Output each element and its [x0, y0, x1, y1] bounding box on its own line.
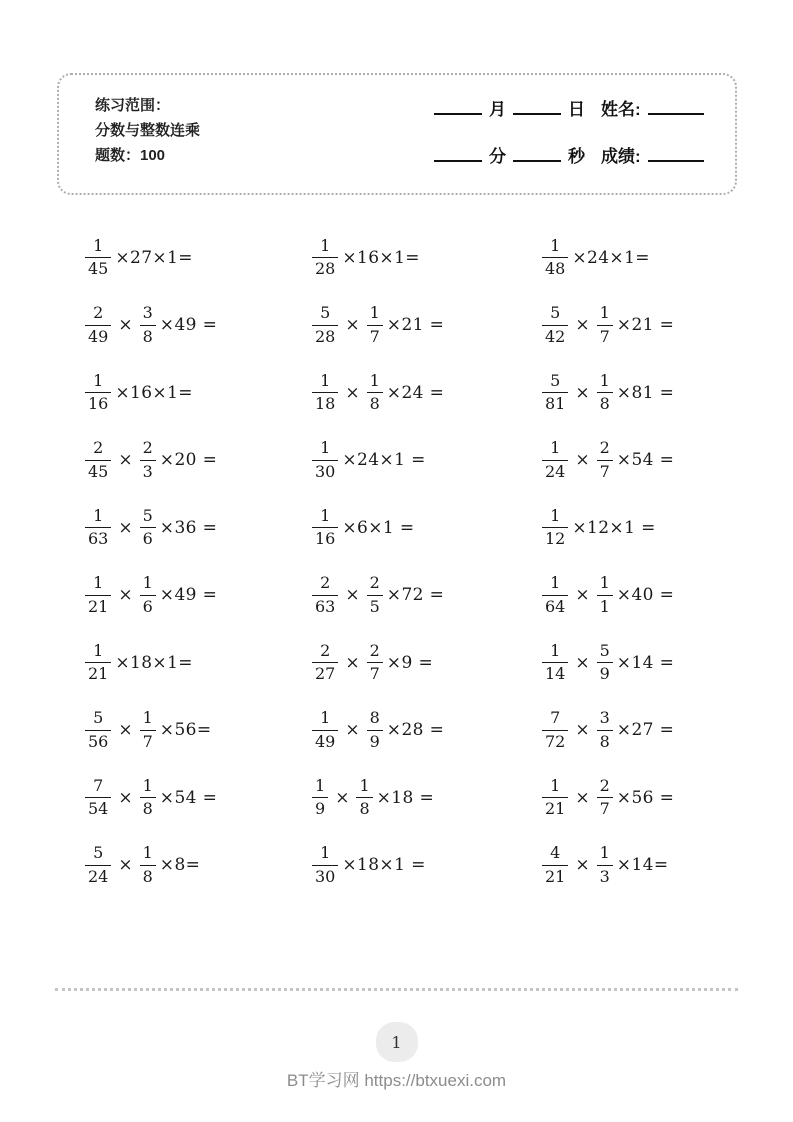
numerator: 1 — [312, 777, 328, 798]
math-problem — [85, 304, 312, 346]
denominator: 7 — [599, 461, 610, 481]
numerator: 7 — [85, 777, 111, 798]
times-symbol: × — [575, 652, 590, 673]
denominator: 28 — [315, 259, 336, 279]
fraction — [85, 709, 111, 751]
math-problem — [542, 844, 755, 886]
denominator: 6 — [142, 596, 153, 616]
denominator: 28 — [315, 326, 336, 346]
numerator: 1 — [542, 237, 568, 258]
day-label: 日 — [568, 100, 585, 119]
math-problem — [312, 237, 542, 279]
minute-label: 分 — [489, 147, 506, 166]
math-problem — [85, 642, 312, 684]
math-problem — [312, 844, 542, 886]
times-symbol: × — [118, 855, 133, 876]
denominator: 21 — [88, 664, 109, 684]
fraction — [85, 439, 111, 481]
denominator: 21 — [545, 799, 566, 819]
numerator: 1 — [597, 574, 613, 595]
header-box — [57, 73, 737, 195]
times-symbol: × — [345, 720, 360, 741]
denominator: 54 — [88, 799, 109, 819]
times-symbol: × — [345, 652, 360, 673]
problem-tail: ×14= — [616, 855, 669, 876]
numerator: 3 — [597, 709, 613, 730]
fraction — [542, 507, 568, 549]
denominator: 56 — [88, 731, 109, 751]
numerator: 1 — [542, 777, 568, 798]
fraction — [367, 574, 383, 616]
fraction — [542, 642, 568, 684]
time-score-row — [427, 142, 704, 176]
fraction — [597, 439, 613, 481]
math-problem — [312, 642, 542, 684]
fraction — [542, 304, 568, 346]
denominator: 49 — [315, 731, 336, 751]
denominator: 3 — [142, 461, 153, 481]
denominator: 45 — [88, 259, 109, 279]
problem-tail: ×18×1 = — [342, 855, 426, 876]
numerator: 1 — [597, 304, 613, 325]
problem-tail: ×56= — [159, 720, 212, 741]
fraction — [140, 304, 156, 346]
denominator: 9 — [599, 664, 610, 684]
denominator: 21 — [545, 866, 566, 886]
fraction — [597, 642, 613, 684]
denominator: 63 — [88, 529, 109, 549]
numerator: 5 — [597, 642, 613, 663]
numerator: 1 — [85, 642, 111, 663]
problem-tail: ×27×1= — [115, 247, 193, 268]
numerator: 1 — [542, 574, 568, 595]
numerator: 1 — [140, 777, 156, 798]
denominator: 5 — [369, 596, 380, 616]
times-symbol: × — [575, 315, 590, 336]
numerator: 5 — [85, 709, 111, 730]
numerator: 1 — [312, 844, 338, 865]
problem-grid — [85, 224, 755, 899]
math-problem — [85, 439, 312, 481]
numerator: 1 — [85, 372, 111, 393]
problem-tail: ×20 = — [159, 450, 218, 471]
fraction — [542, 777, 568, 819]
math-problem — [542, 709, 755, 751]
math-problem — [312, 304, 542, 346]
problem-tail: ×49 = — [159, 585, 218, 606]
problem-tail: ×9 = — [386, 652, 434, 673]
math-problem — [312, 777, 542, 819]
times-symbol: × — [345, 585, 360, 606]
numerator: 1 — [542, 642, 568, 663]
problem-tail: ×12×1 = — [572, 517, 656, 538]
fraction — [367, 372, 383, 414]
numerator: 1 — [312, 237, 338, 258]
denominator: 8 — [142, 326, 153, 346]
times-symbol: × — [575, 787, 590, 808]
minutes-blank — [434, 148, 482, 162]
problem-tail: ×54 = — [616, 450, 675, 471]
times-symbol: × — [118, 315, 133, 336]
date-name-row — [427, 95, 704, 129]
denominator: 7 — [599, 326, 610, 346]
fraction — [597, 574, 613, 616]
problem-tail: ×18×1= — [115, 652, 193, 673]
problem-tail: ×24×1= — [572, 247, 650, 268]
numerator: 1 — [140, 574, 156, 595]
fraction — [597, 777, 613, 819]
numerator: 2 — [597, 777, 613, 798]
fraction — [597, 372, 613, 414]
denominator: 8 — [142, 799, 153, 819]
math-problem — [85, 709, 312, 751]
math-problem — [312, 574, 542, 616]
month-label: 月 — [489, 100, 506, 119]
fraction — [542, 844, 568, 886]
numerator: 1 — [85, 237, 111, 258]
header-info — [95, 93, 200, 168]
numerator: 2 — [312, 642, 338, 663]
denominator: 6 — [142, 529, 153, 549]
denominator: 72 — [545, 731, 566, 751]
math-problem — [85, 777, 312, 819]
times-symbol: × — [575, 855, 590, 876]
fraction — [140, 709, 156, 751]
fraction — [312, 304, 338, 346]
numerator: 8 — [367, 709, 383, 730]
problem-tail: ×18 = — [376, 787, 435, 808]
fraction — [140, 844, 156, 886]
fraction — [597, 304, 613, 346]
math-problem — [85, 372, 312, 414]
seconds-blank — [513, 148, 561, 162]
problem-tail: ×8= — [159, 855, 201, 876]
fraction — [356, 777, 372, 819]
denominator: 1 — [599, 596, 610, 616]
fraction — [542, 237, 568, 279]
times-symbol: × — [345, 382, 360, 403]
problem-tail: ×27 = — [616, 720, 675, 741]
denominator: 24 — [545, 461, 566, 481]
numerator: 3 — [140, 304, 156, 325]
denominator: 49 — [88, 326, 109, 346]
fraction — [140, 439, 156, 481]
fraction — [85, 574, 111, 616]
second-label: 秒 — [568, 147, 585, 166]
numerator: 1 — [140, 709, 156, 730]
fraction — [85, 237, 111, 279]
numerator: 5 — [85, 844, 111, 865]
times-symbol: × — [118, 517, 133, 538]
denominator: 8 — [599, 731, 610, 751]
numerator: 2 — [85, 439, 111, 460]
numerator: 1 — [140, 844, 156, 865]
denominator: 9 — [369, 731, 380, 751]
fraction — [312, 709, 338, 751]
numerator: 1 — [85, 507, 111, 528]
problem-tail: ×16×1= — [342, 247, 420, 268]
numerator: 4 — [542, 844, 568, 865]
fraction — [597, 709, 613, 751]
name-label: 姓名: — [601, 100, 641, 119]
denominator: 48 — [545, 259, 566, 279]
denominator: 8 — [369, 394, 380, 414]
bottom-divider — [55, 988, 738, 991]
day-blank — [513, 101, 561, 115]
fraction — [140, 777, 156, 819]
denominator: 16 — [315, 529, 336, 549]
denominator: 21 — [88, 596, 109, 616]
math-problem — [85, 507, 312, 549]
times-symbol: × — [118, 720, 133, 741]
denominator: 7 — [599, 799, 610, 819]
problem-tail: ×72 = — [386, 585, 445, 606]
math-problem — [312, 372, 542, 414]
problem-tail: ×36 = — [159, 517, 218, 538]
fraction — [312, 439, 338, 481]
fraction — [312, 777, 328, 819]
times-symbol: × — [335, 787, 350, 808]
fraction — [85, 304, 111, 346]
numerator: 5 — [312, 304, 338, 325]
times-symbol: × — [345, 315, 360, 336]
numerator: 1 — [312, 507, 338, 528]
site-footer-text: BT学习网 https://btxuexi.com — [286, 1071, 507, 1090]
fraction — [542, 439, 568, 481]
numerator: 5 — [542, 304, 568, 325]
math-problem — [542, 237, 755, 279]
numerator: 7 — [542, 709, 568, 730]
denominator: 8 — [599, 394, 610, 414]
times-symbol: × — [118, 450, 133, 471]
numerator: 2 — [85, 304, 111, 325]
denominator: 7 — [369, 326, 380, 346]
math-problem — [542, 642, 755, 684]
fraction — [85, 844, 111, 886]
fraction — [312, 507, 338, 549]
problem-tail: ×21 = — [386, 315, 445, 336]
math-problem — [542, 574, 755, 616]
denominator: 3 — [599, 866, 610, 886]
fraction — [85, 777, 111, 819]
denominator: 8 — [359, 799, 370, 819]
math-problem — [312, 439, 542, 481]
math-problem — [312, 709, 542, 751]
numerator: 1 — [367, 372, 383, 393]
practice-scope-label: 练习范围： — [95, 97, 171, 114]
denominator: 14 — [545, 664, 566, 684]
times-symbol: × — [575, 450, 590, 471]
denominator: 12 — [545, 529, 566, 549]
fraction — [542, 709, 568, 751]
denominator: 27 — [315, 664, 336, 684]
fraction — [85, 372, 111, 414]
denominator: 7 — [369, 664, 380, 684]
score-blank — [648, 148, 704, 162]
numerator: 2 — [140, 439, 156, 460]
problem-tail: ×14 = — [616, 652, 675, 673]
denominator: 45 — [88, 461, 109, 481]
numerator: 1 — [85, 574, 111, 595]
fraction — [85, 507, 111, 549]
score-label: 成绩: — [601, 147, 641, 166]
fraction — [85, 642, 111, 684]
numerator: 2 — [367, 642, 383, 663]
problem-tail: ×81 = — [616, 382, 675, 403]
numerator: 1 — [597, 844, 613, 865]
denominator: 7 — [142, 731, 153, 751]
problem-tail: ×21 = — [616, 315, 675, 336]
denominator: 63 — [315, 596, 336, 616]
fraction — [140, 507, 156, 549]
fraction — [312, 574, 338, 616]
math-problem — [542, 304, 755, 346]
problem-tail: ×16×1= — [115, 382, 193, 403]
numerator: 1 — [542, 439, 568, 460]
denominator: 16 — [88, 394, 109, 414]
fraction — [367, 304, 383, 346]
denominator: 30 — [315, 866, 336, 886]
name-blank — [648, 101, 704, 115]
fraction — [312, 844, 338, 886]
times-symbol: × — [118, 787, 133, 808]
fraction — [367, 709, 383, 751]
times-symbol: × — [118, 585, 133, 606]
problem-tail: ×40 = — [616, 585, 675, 606]
numerator: 1 — [312, 439, 338, 460]
denominator: 81 — [545, 394, 566, 414]
page-number-badge: 1 — [376, 1022, 418, 1062]
times-symbol: × — [575, 585, 590, 606]
fraction — [312, 372, 338, 414]
practice-topic: 分数与整数连乘 — [95, 122, 201, 139]
numerator: 2 — [367, 574, 383, 595]
math-problem — [85, 844, 312, 886]
numerator: 1 — [542, 507, 568, 528]
fraction — [597, 844, 613, 886]
denominator: 64 — [545, 596, 566, 616]
month-blank — [434, 101, 482, 115]
math-problem — [542, 507, 755, 549]
fraction — [542, 372, 568, 414]
numerator: 5 — [140, 507, 156, 528]
denominator: 30 — [315, 461, 336, 481]
math-problem — [542, 372, 755, 414]
numerator: 5 — [542, 372, 568, 393]
fraction — [367, 642, 383, 684]
numerator: 1 — [312, 709, 338, 730]
denominator: 9 — [315, 799, 326, 819]
fraction — [542, 574, 568, 616]
numerator: 1 — [367, 304, 383, 325]
problem-tail: ×24 = — [386, 382, 445, 403]
numerator: 1 — [597, 372, 613, 393]
question-count: 题数：100 — [95, 147, 166, 164]
math-problem — [312, 507, 542, 549]
problem-tail: ×24×1 = — [342, 450, 426, 471]
fraction — [312, 237, 338, 279]
math-problem — [542, 777, 755, 819]
math-problem — [85, 574, 312, 616]
problem-tail: ×28 = — [386, 720, 445, 741]
times-symbol: × — [575, 382, 590, 403]
fraction — [312, 642, 338, 684]
problem-tail: ×49 = — [159, 315, 218, 336]
numerator: 2 — [312, 574, 338, 595]
denominator: 8 — [142, 866, 153, 886]
numerator: 1 — [356, 777, 372, 798]
problem-tail: ×54 = — [159, 787, 218, 808]
math-problem — [542, 439, 755, 481]
numerator: 2 — [597, 439, 613, 460]
problem-tail: ×56 = — [616, 787, 675, 808]
denominator: 42 — [545, 326, 566, 346]
math-problem — [85, 237, 312, 279]
header-fill-in-area — [427, 95, 704, 189]
problem-tail: ×6×1 = — [342, 517, 415, 538]
numerator: 1 — [312, 372, 338, 393]
fraction — [140, 574, 156, 616]
times-symbol: × — [575, 720, 590, 741]
denominator: 18 — [315, 394, 336, 414]
denominator: 24 — [88, 866, 109, 886]
